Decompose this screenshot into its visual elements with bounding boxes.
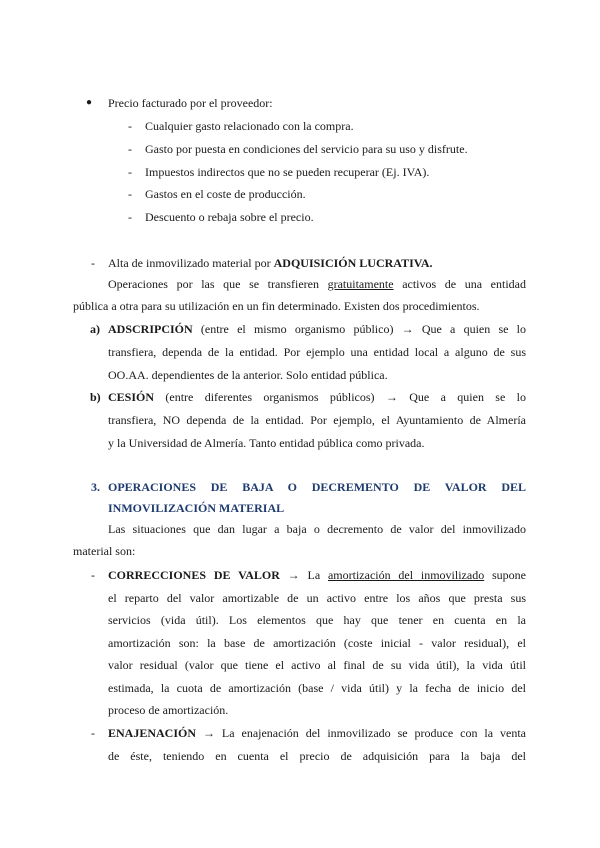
paragraph-line: material son: [73,544,136,558]
item-line: amortización son: la base de amortización (coste inicial - valor residual), el [108,636,526,650]
heading-bold: ADQUISICIÓN LUCRATIVA. [273,256,433,270]
item-line: de éste, teniendo en cuenta el precio de adquisición para la baja del [108,749,526,763]
item-line [108,726,526,741]
text: La enajenación del inmovilizado se produce con la venta [214,726,526,740]
underlined-text: gratuitamente [327,277,394,291]
item-line [108,568,526,583]
dash-icon: - [91,256,95,270]
bullet-text: Precio facturado por el proveedor: [108,96,273,110]
item-line: transfiera, NO dependa de la entidad. Por ejemplo, el Ayuntamiento de Almería [108,413,526,427]
item-line: transfiera, dependa de la entidad. Por ejemplo una entidad local a alguno de sus [108,345,526,359]
dash-icon: - [128,142,132,156]
item-title: ENAJENACIÓN → [108,726,215,740]
list-item: Descuento o rebaja sobre el precio. [145,210,314,224]
item-line: proceso de amortización. [108,703,229,717]
text: La [299,568,328,582]
item-line: servicios (vida útil). Los elementos que hay que tener en cuenta en la [108,613,526,627]
dash-icon: - [128,187,132,201]
item-line: estimada, la cuota de amortización (base / vida útil) y la fecha de inicio del [108,681,526,695]
item-title: ADSCRIPCIÓN [108,322,193,336]
list-item: Cualquier gasto relacionado con la compra. [145,119,354,133]
item-title: CORRECCIONES DE VALOR → [108,568,300,582]
list-item: Impuestos indirectos que no se pueden recuperar (Ej. IVA). [145,165,430,179]
dash-icon: - [91,568,95,582]
text: activos de una entidad [393,277,526,291]
heading-prefix: Alta de inmovilizado material por [108,256,274,270]
heading-lucrativa [108,256,433,271]
text: (entre el mismo organismo público) → Que a quien se lo [192,322,526,336]
item-line: y la Universidad de Almería. Tanto entidad pública como privada. [108,436,425,450]
dash-icon: - [128,119,132,133]
underlined-text: amortización del inmovilizado [327,568,485,582]
dash-icon: - [128,165,132,179]
paragraph-line [108,277,526,292]
paragraph-line: pública a otra para su utilización en un fin determinado. Existen dos procedimientos. [73,299,480,313]
text: Operaciones por las que se transfieren [108,277,328,291]
list-item: Gasto por puesta en condiciones del servicio para su uso y disfrute. [145,142,468,156]
section-title: INMOVILIZACIÓN MATERIAL [108,501,285,515]
item-line [108,322,526,337]
paragraph-line: Las situaciones que dan lugar a baja o decremento de valor del inmovilizado [108,522,526,536]
bullet-icon: ● [86,97,93,108]
dash-icon: - [128,210,132,224]
text: (entre diferentes organismos públicos) → Que a quien se lo [154,390,526,404]
list-marker: b) [90,390,101,404]
section-number: 3. [91,480,100,494]
list-marker: a) [90,322,100,336]
item-line: valor residual (valor que tiene el activo al final de su vida útil), la vida útil [108,658,526,672]
item-line [108,390,526,405]
item-title: CESIÓN [108,390,155,404]
section-title: OPERACIONES DE BAJA O DECREMENTO DE VALOR DEL [108,480,526,494]
list-item: Gastos en el coste de producción. [145,187,306,201]
item-line: OO.AA. dependientes de la anterior. Solo entidad pública. [108,368,388,382]
dash-icon: - [91,726,95,740]
item-line: el reparto del valor amortizable de un activo entre los años que presta sus [108,591,526,605]
text: supone [484,568,527,582]
